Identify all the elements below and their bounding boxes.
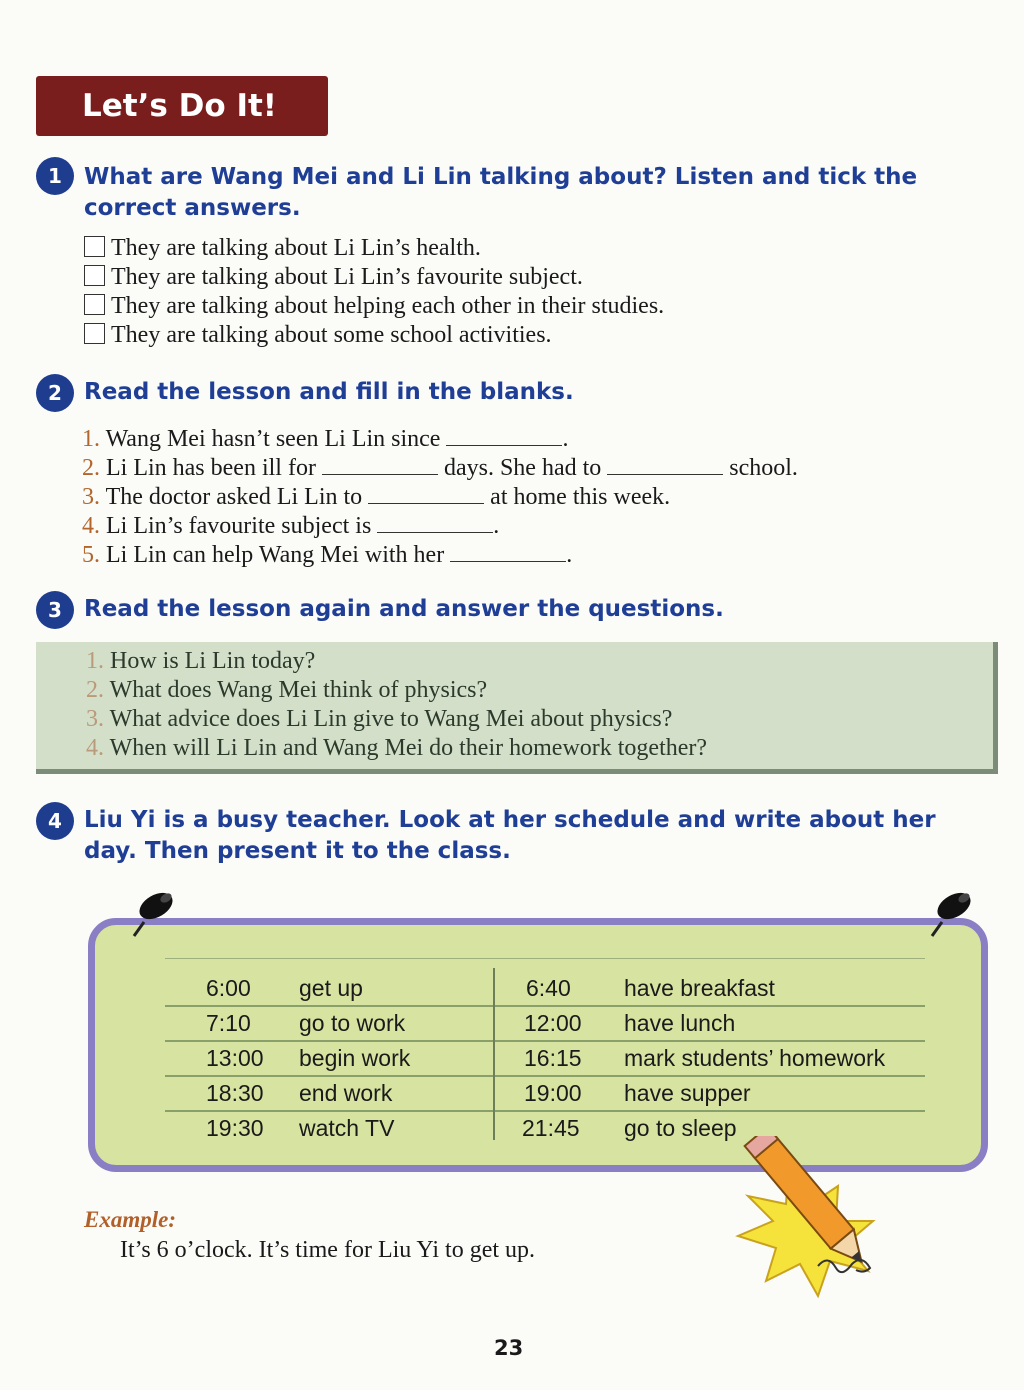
checkbox-3[interactable] [84, 294, 105, 315]
schedule-top-line [165, 958, 925, 959]
option-2-text: They are talking about Li Lin’s favourite subject. [111, 264, 583, 290]
blank-4[interactable] [377, 512, 493, 533]
section-2-heading: Read the lesson and fill in the blanks. [84, 379, 574, 405]
section-3-heading: Read the lesson again and answer the questions. [84, 596, 724, 622]
blank-item-3-text: The doctor asked Li Lin to [105, 484, 363, 510]
blank-item-1 [82, 425, 568, 454]
checkbox-1[interactable] [84, 236, 105, 257]
option-3-text: They are talking about helping each other in their studies. [111, 293, 665, 319]
blank-item-2-mid: days. She had to [443, 455, 602, 481]
blank-item-3-end: at home this week. [490, 484, 671, 510]
question-4-text: When will Li Lin and Wang Mei do their homework together? [109, 735, 708, 761]
schedule-time-left: 6:00 [206, 975, 251, 1001]
blank-item-3-number: 3. [82, 484, 100, 510]
example-text: It’s 6 o’clock. It’s time for Liu Yi to get up. [120, 1237, 536, 1263]
section-3-number: 3 [36, 591, 74, 629]
pushpin-left-icon [124, 884, 184, 944]
section-1-number: 1 [36, 157, 74, 195]
blank-item-2-text: Li Lin has been ill for [106, 455, 316, 481]
blank-item-4-text: Li Lin’s favourite subject is [106, 513, 372, 539]
schedule-activity-left: begin work [299, 1045, 411, 1071]
section-1-heading-line-2: correct answers. [84, 195, 301, 221]
blank-item-5-number: 5. [82, 542, 100, 568]
schedule-time-right: 19:00 [524, 1080, 582, 1106]
page-title-banner: Let’s Do It! [36, 76, 328, 136]
question-1-text: How is Li Lin today? [110, 648, 316, 674]
schedule-time-left: 13:00 [206, 1045, 264, 1071]
checkbox-2[interactable] [84, 265, 105, 286]
schedule-activity-right: have breakfast [624, 975, 775, 1001]
blank-item-4-end: . [493, 513, 500, 539]
section-1-heading [84, 162, 984, 224]
blank-item-5-end: . [566, 542, 573, 568]
schedule-activity-left: get up [299, 975, 363, 1001]
pushpin-right-icon [922, 884, 982, 944]
section-2-number: 2 [36, 374, 74, 412]
question-2-number: 2. [86, 677, 104, 703]
blank-1[interactable] [446, 425, 562, 446]
blank-item-2-end: school. [729, 455, 798, 481]
question-2-text: What does Wang Mei think of physics? [109, 677, 488, 703]
schedule-activity-right: have supper [624, 1080, 751, 1106]
schedule-activity-right: mark students’ homework [624, 1045, 886, 1071]
schedule-time-left: 18:30 [206, 1080, 264, 1106]
blank-item-5-text: Li Lin can help Wang Mei with her [106, 542, 445, 568]
blank-3[interactable] [368, 483, 484, 504]
blank-2a[interactable] [322, 454, 438, 475]
blank-item-3 [82, 483, 670, 512]
blank-item-4 [82, 512, 499, 541]
question-3 [86, 705, 672, 734]
blank-item-4-number: 4. [82, 513, 100, 539]
schedule-time-left: 19:30 [206, 1115, 264, 1141]
blank-2b[interactable] [607, 454, 723, 475]
example-label: Example: [84, 1207, 176, 1232]
schedule-center-line [493, 968, 495, 1140]
section-1-heading-line-1: What are Wang Mei and Li Lin talking about? Listen and tick the [84, 164, 918, 190]
question-3-number: 3. [86, 706, 104, 732]
option-1[interactable] [84, 234, 481, 263]
checkbox-4[interactable] [84, 323, 105, 344]
schedule-time-right: 6:40 [526, 975, 571, 1001]
schedule-activity-right: have lunch [624, 1010, 736, 1036]
question-4-number: 4. [86, 735, 104, 761]
section-4-heading-line-2: day. Then present it to the class. [84, 838, 511, 864]
option-3[interactable] [84, 292, 664, 321]
blank-item-1-end: . [562, 426, 569, 452]
schedule-time-right: 12:00 [524, 1010, 582, 1036]
blank-item-1-number: 1. [82, 426, 100, 452]
option-2[interactable] [84, 263, 583, 292]
section-4-heading-line-1: Liu Yi is a busy teacher. Look at her schedule and write about her [84, 807, 936, 833]
question-3-text: What advice does Li Lin give to Wang Mei about physics? [109, 706, 673, 732]
schedule-activity-right: go to sleep [624, 1115, 737, 1141]
schedule-time-right: 16:15 [524, 1045, 582, 1071]
question-4 [86, 734, 707, 763]
schedule-activity-left: go to work [299, 1010, 406, 1036]
blank-item-2-number: 2. [82, 455, 100, 481]
question-2 [86, 676, 487, 705]
option-4[interactable] [84, 321, 552, 350]
page-number: 23 [494, 1336, 524, 1360]
blank-5[interactable] [450, 541, 566, 562]
blank-item-5 [82, 541, 572, 570]
question-1 [86, 647, 315, 676]
pencil-writing-icon [708, 1136, 938, 1301]
question-1-number: 1. [86, 648, 104, 674]
blank-item-1-text: Wang Mei hasn’t seen Li Lin since [105, 426, 441, 452]
option-1-text: They are talking about Li Lin’s health. [111, 235, 481, 261]
schedule-time-right: 21:45 [522, 1115, 580, 1141]
section-4-heading [84, 805, 984, 867]
option-4-text: They are talking about some school activities. [111, 322, 552, 348]
section-4-number: 4 [36, 802, 74, 840]
schedule-time-left: 7:10 [206, 1010, 251, 1036]
schedule-activity-left: end work [299, 1080, 393, 1106]
schedule-activity-left: watch TV [299, 1115, 395, 1141]
blank-item-2 [82, 454, 798, 483]
